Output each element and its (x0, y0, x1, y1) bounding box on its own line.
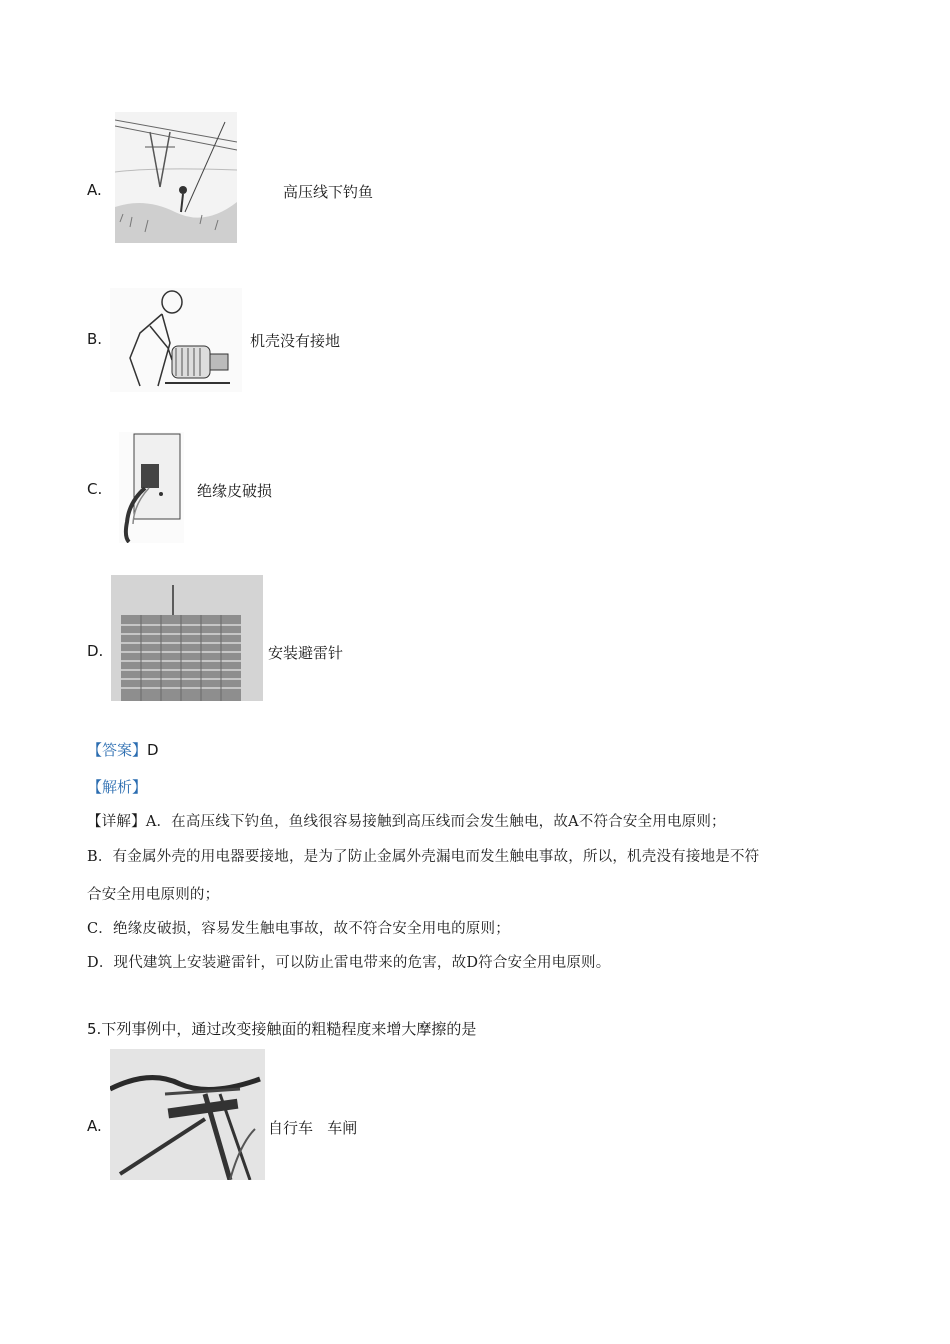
answer-value: D (147, 741, 159, 759)
option-c-caption: 绝缘皮破损 (197, 482, 273, 500)
fishing-under-power-lines-illustration (115, 112, 237, 243)
option-d-caption: 安装避雷针 (268, 644, 344, 662)
man-touching-motor-illustration (110, 288, 242, 392)
bicycle-image (110, 1049, 265, 1180)
detail-line-4: C．绝缘皮破损，容易发生触电事故，故不符合安全用电的原则； (87, 921, 510, 937)
option-a-caption: 高压线下钓鱼 (283, 183, 374, 201)
building-image (111, 575, 263, 701)
detail-line-1 (87, 810, 726, 831)
bicycle-brake-illustration (110, 1049, 265, 1180)
detail-text-a: A．在高压线下钓鱼，鱼线很容易接触到高压线而会发生触电，故A不符合安全用电原则； (145, 814, 726, 830)
option-a-letter: A. (87, 181, 102, 199)
detail-line-3: 合安全用电原则的； (87, 887, 220, 903)
option-b-caption: 机壳没有接地 (250, 332, 341, 350)
fishing-image (115, 112, 237, 243)
option-d-letter: D. (87, 642, 104, 660)
analysis-label: 【解析】 (87, 778, 148, 796)
answer-line (87, 739, 159, 760)
question-5 (87, 1018, 476, 1039)
q5-option-a-caption: 自行车 车闸 (268, 1119, 358, 1137)
detail-line-5: D．现代建筑上安装避雷针，可以防止雷电带来的危害，故D符合安全用电原则。 (87, 955, 611, 971)
damaged-plug-socket-illustration (119, 432, 184, 543)
detail-line-2: B．有金属外壳的用电器要接地，是为了防止金属外壳漏电而发生触电事故，所以，机壳没有接地是不符 (87, 849, 760, 865)
q5-option-a-letter: A. (87, 1117, 102, 1135)
option-c-letter: C. (87, 480, 103, 498)
question-5-text: 下列事例中，通过改变接触面的粗糙程度来增大摩擦的是 (101, 1020, 477, 1038)
answer-label: 【答案】 (87, 741, 148, 759)
motor-image (110, 288, 242, 392)
option-b-letter: B. (87, 330, 103, 348)
socket-image (119, 432, 184, 543)
question-5-number: 5. (87, 1020, 102, 1038)
building-with-lightning-rod-illustration (111, 575, 263, 701)
detail-label: 【详解】 (87, 814, 146, 830)
analysis-line (87, 776, 147, 797)
